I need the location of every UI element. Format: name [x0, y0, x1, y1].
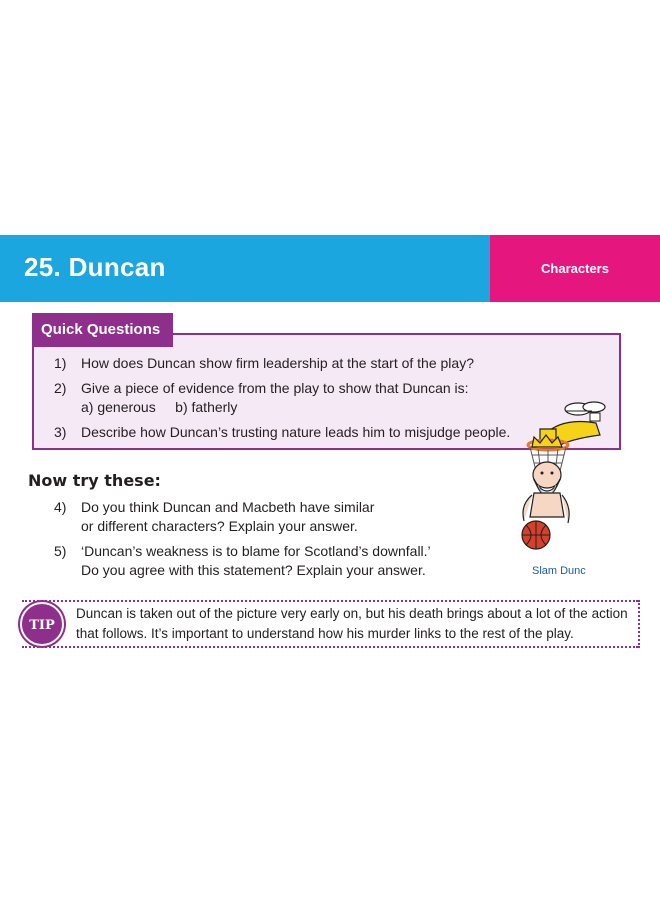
question-number: 3)	[54, 424, 67, 440]
question-number: 4)	[54, 499, 67, 515]
chapter-header	[0, 235, 660, 302]
question-text: How does Duncan show firm leadership at the start of the play?	[81, 355, 474, 371]
question-text: Do you think Duncan and Macbeth have similar	[81, 499, 375, 515]
tip-badge: TIP	[20, 602, 64, 646]
question-text: a) generous b) fatherly	[81, 399, 238, 415]
question-text: Give a piece of evidence from the play to show that Duncan is:	[81, 380, 469, 396]
quick-questions-heading: Quick Questions	[32, 313, 173, 347]
section-label: Characters	[541, 261, 609, 276]
page-title: 25. Duncan	[24, 252, 166, 282]
tip-text: Duncan is taken out of the picture very early on, but his death brings about a lot of the action that follows. It’s important to understand how his murder links to the rest of the play.	[76, 606, 628, 641]
question-text: Do you agree with this statement? Explain your answer.	[81, 562, 426, 578]
question-number: 2)	[54, 380, 67, 396]
question-number: 1)	[54, 355, 67, 371]
question-text: or different characters? Explain your answer.	[81, 518, 358, 534]
illustration-caption: Slam Dunc	[532, 565, 586, 577]
question-number: 5)	[54, 543, 67, 559]
question-text: ‘Duncan’s weakness is to blame for Scotland’s downfall.’	[81, 543, 431, 559]
now-try-heading: Now try these:	[28, 471, 161, 490]
question-text: Describe how Duncan’s trusting nature leads him to misjudge people.	[81, 424, 511, 440]
king-dunking-basketball-illustration	[510, 395, 620, 560]
